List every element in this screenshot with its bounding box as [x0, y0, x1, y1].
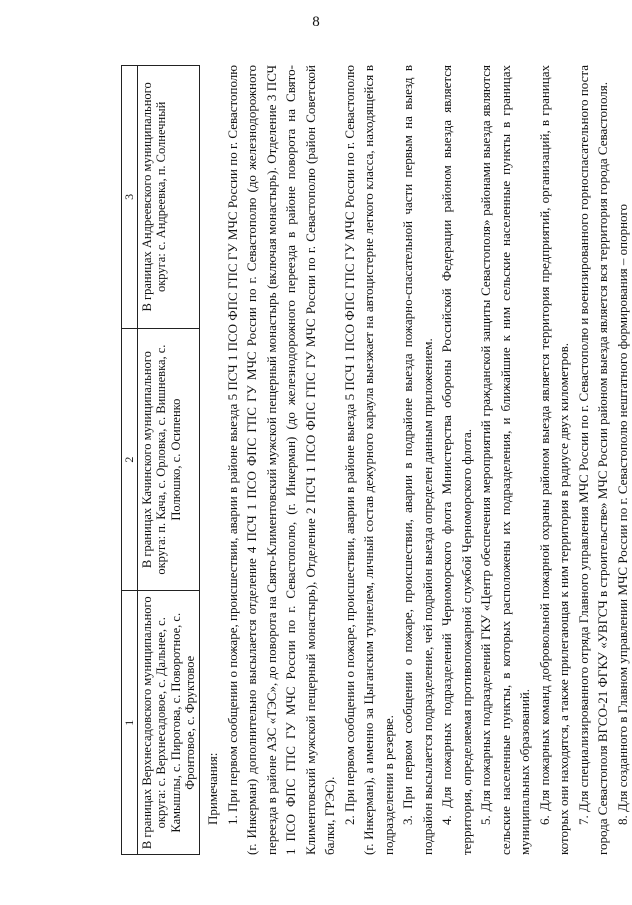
table-row — [137, 66, 199, 855]
response-areas-table — [121, 65, 200, 855]
table-cell-andreevsky: В границах Андреевского муниципального округа: с. Андреевка, п. Солнечный — [137, 66, 199, 329]
note-item: 5. Для пожарных подразделений ГКУ «Центр обеспечения мероприятий гражданской защиты Севастополя» районами выезда являются сельские населенные пункты, в которых расположены их подразделения, и ближайшие к ним сельские населенные пункты в границах муниципальных образований. — [478, 65, 532, 855]
note-item: 3. При первом сообщении о пожаре, происшествии, аварии в подрайоне выезда пожарно-спасательной части первым на выезд в подрайон высылается подразделение, чей подрайон выезда определен данным приложением. — [400, 65, 435, 855]
note-item: 8. Для созданного в Главном управлении МЧС России по г. Севастополю нештатного формирования – опорного — [614, 203, 630, 825]
note-item: 6. Для пожарных команд добровольной пожарной охраны районом выезда является территория предприятий, организаций, в границах которых они находятся, а также прилегающая к ним территория в радиусе двух километров. — [536, 65, 571, 855]
notes-title: Примечания: — [205, 752, 220, 825]
notes-section — [203, 65, 632, 855]
page-number: 8 — [312, 14, 320, 30]
note-item: 2. При первом сообщении о пожаре, происшествии, аварии в районе выезда 5 ПСЧ 1 ПСО ФПС ГПС ГУ МЧС России по г. Севастополю (г. Инкерман), а именно за Цыганским туннелем, личный состав дежурного караула выезжает на автоцистерне легкого класса, находящейся в подразделении в резерве. — [341, 65, 396, 855]
table-header-cell: 2 — [122, 328, 138, 591]
table-header-cell: 3 — [122, 66, 138, 329]
table-header-row — [122, 66, 138, 855]
note-item: 4. Для пожарных подразделений Черноморского флота Министерства обороны Российской Федерации районом выезда является территория, определяемая противопожарной службой Черноморского флота. — [439, 65, 474, 855]
table-cell-kachinsky: В границах Качинского муниципального округа: п. Кача, с. Орловка, с. Вишневка, с. Полюшко, с. Осипенко — [137, 328, 199, 591]
rotated-page-content — [121, 65, 630, 855]
note-item: 7. Для специализированного отряда Главного управления МЧС России по г. Севастополю и военизированного горноспасательного поста города Севастополя ВГСО-21 ФГКУ «УВГСЧ в строительстве» МЧС России районом выезда является вся территория города Севастополя. — [575, 65, 610, 855]
note-item: 1. При первом сообщении о пожаре, происшествии, аварии в районе выезда 5 ПСЧ 1 ПСО ФПС ГПС ГУ МЧС России по г. Севастополю (г. Инкерман) дополнительно высылается отделение 4 ПСЧ 1 ПСО ФПС ГПС ГУ МЧС России по г. Севастополю (до железнодорожного переезда в районе АЗС «ТЭС», до поворота на Свято-Климентовский мужской пещерный монастырь (включая монастырь). Отделение 3 ПСЧ 1 ПСО ФПС ГПС ГУ МЧС России по г. Севастополю, (г. Инкерман) (до железнодорожного переезда в районе поворота на Свято-Климентовский мужской пещерный монастырь), Отделение 2 ПСЧ 1 ПСО ФПС ГПС ГУ МЧС России по г. Севастополю (район Советской балки, ГРЭС). — [224, 65, 337, 855]
table-cell-verkhnesadovsky: В границах Верхнесадовского муниципального округа: с. Верхнесадовое, с. Дальнее, с. Камышлы, с. Пирогова, с. Поворотное, с. Фронтовое, с. Фруктовое — [137, 591, 199, 855]
table-header-cell: 1 — [122, 591, 138, 855]
